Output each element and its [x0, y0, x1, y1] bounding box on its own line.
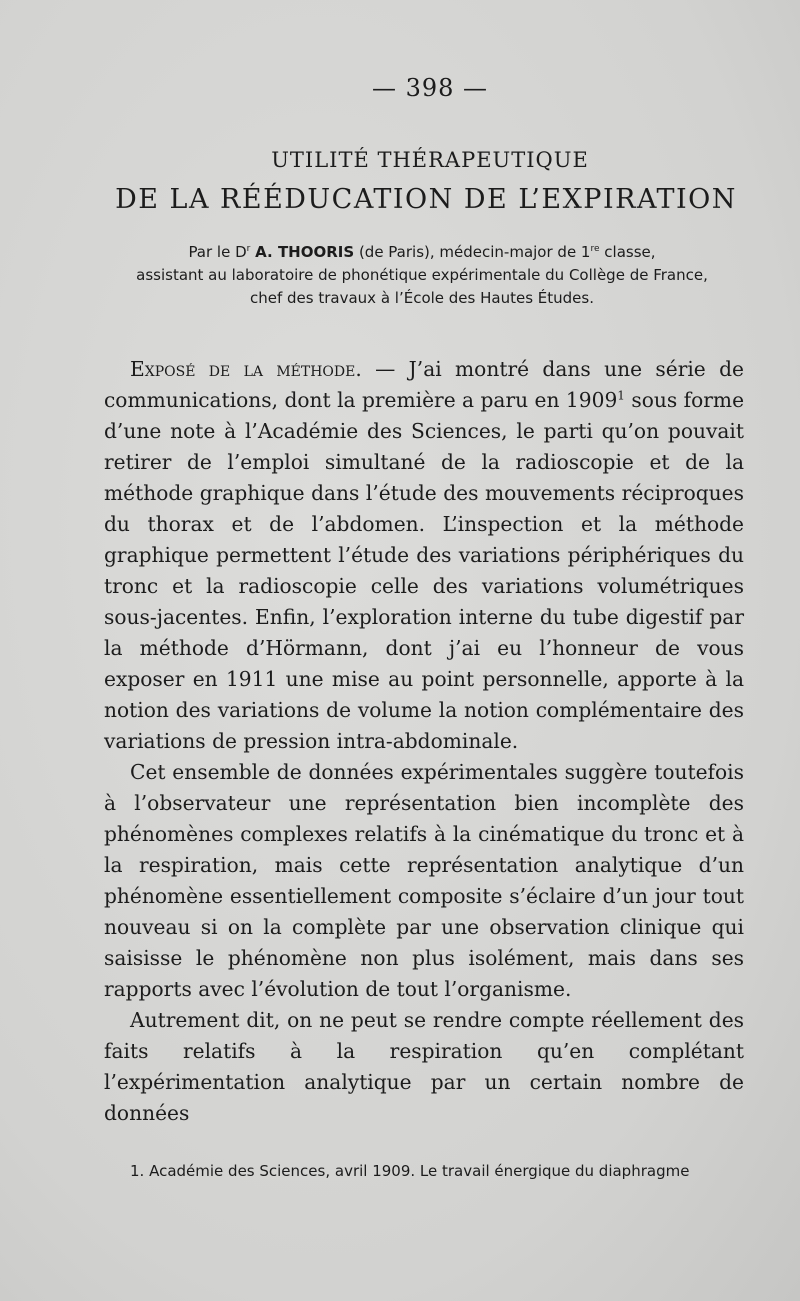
byline-class: classe,: [599, 243, 656, 261]
article-title-line-2: DE LA RÉÉDUCATION DE L’EXPIRATION: [115, 184, 737, 215]
author-byline: [98, 238, 746, 310]
paragraph-1-text-b: sous forme d’une note à l’Académie des Sciences, le parti qu’on pouvait retirer de l’emploi simultané de la radioscopie et de la méthode graphique dans l’étude des mouvements réciproques du thorax et de l’abdomen. L’inspection et la méthode graphique permettent l’étude des variations périphériques du tronc et la radioscopie celle des variations volumétriques sous-jacentes. Enfin, l’exploration interne du tube digestif par la méthode d’Hörmann, dont j’ai eu l’honneur de vous exposer en 1911 une mise au point personnelle, apporte à la notion des variations de volume la notion complémentaire des variations de pression intra-abdominale.: [104, 388, 745, 753]
byline-line-3: chef des travaux à l’École des Hautes Études.: [250, 289, 594, 307]
byline-line-2: assistant au laboratoire de phonétique expérimentale du Collège de France,: [136, 266, 708, 284]
byline-class-sup: re: [590, 244, 600, 254]
byline-prefix: Par le D: [188, 243, 247, 261]
footnote-reference: 1: [617, 388, 625, 403]
article-title-line-1: UTILITÉ THÉRAPEUTIQUE: [271, 148, 589, 172]
byline-line-1: [98, 238, 746, 264]
page-number: — 398 —: [371, 74, 489, 102]
paragraph-1: [104, 354, 744, 757]
section-heading: Exposé de la méthode.: [130, 357, 362, 381]
author-name: A. THOORIS: [255, 243, 355, 261]
footnote: 1. Académie des Sciences, avril 1909. Le travail énergique du diaphragme: [130, 1162, 690, 1180]
byline-affiliation: (de Paris), médecin-major de 1: [354, 243, 591, 261]
byline-prefix-sup: r: [246, 244, 251, 254]
paragraph-2: Cet ensemble de données expérimentales suggère toutefois à l’observateur une représentation bien incomplète des phénomènes complexes relatifs à la cinématique du tronc et à la respiration, mais cette représentation analytique d’un phénomène essentiellement composite s’éclaire d’un jour tout nouveau si on la complète par une observation clinique qui saisisse le phénomène non plus isolément, mais dans ses rapports avec l’évolution de tout l’organisme.: [104, 760, 744, 1001]
article-body: [104, 354, 744, 1129]
paragraph-3: Autrement dit, on ne peut se rendre compte réellement des faits relatifs à la respiration qu’en complétant l’expérimentation analytique par un certain nombre de données: [104, 1008, 744, 1125]
paragraph-1-text-a: — J’ai montré dans une série de communications, dont la première a paru en 1909: [104, 357, 744, 412]
